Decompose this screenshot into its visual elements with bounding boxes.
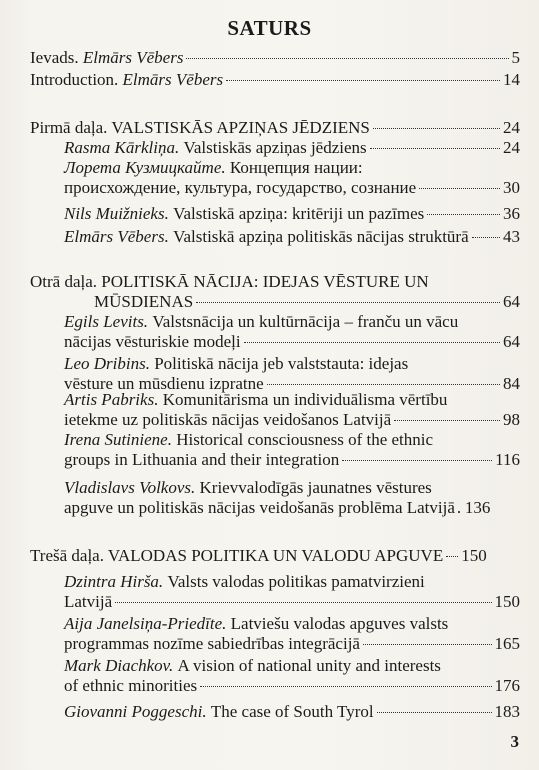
entry-title-cont: of ethnic minorities <box>64 676 198 695</box>
dot-leader <box>186 58 508 59</box>
page-number: 3 <box>510 732 519 751</box>
dot-leader <box>226 80 500 81</box>
part-heading-3 <box>30 546 520 566</box>
entry-author: Aija Janelsiņa-Priedīte. <box>64 614 227 633</box>
page-ref: 24 <box>503 118 520 137</box>
entry-author: Egils Levits. <box>64 312 149 331</box>
dot-leader <box>394 420 500 421</box>
entry-title-cont: groups in Lithuania and their integration <box>64 450 340 469</box>
entry-author: Лорета Кузмицкайте. <box>64 158 226 177</box>
entry-title: Valstsnācija un kultūrnācija – franču un vācu <box>152 312 459 331</box>
entry-title: A vision of national unity and interests <box>177 656 441 675</box>
entry-title: Latviešu valodas apguves valsts <box>230 614 449 633</box>
entry-author: Mark Diachkov. <box>64 656 174 675</box>
page-ref: 183 <box>494 702 520 721</box>
dot-leader <box>200 686 491 687</box>
entry-author: Elmārs Vēbers. <box>64 227 169 246</box>
entry-title-cont: Latvijā <box>64 592 113 611</box>
dot-leader <box>446 556 458 557</box>
dot-leader <box>373 128 500 129</box>
entry-title: Komunitārisma un individuālisma vērtību <box>162 390 448 409</box>
toc-entry <box>64 312 520 352</box>
toc-entry <box>64 138 520 158</box>
part-heading-2 <box>30 272 520 312</box>
toc-entry <box>64 614 520 654</box>
page-ref: 43 <box>503 227 520 246</box>
toc-entry <box>64 158 520 198</box>
dot-leader <box>342 460 492 461</box>
part-heading-text-cont: MŪSDIENAS <box>94 292 194 311</box>
entry-author: Elmārs Vēbers <box>82 48 184 67</box>
toc-entry <box>64 478 520 518</box>
entry-author: Elmārs Vēbers <box>122 70 224 89</box>
entry-title: The case of South Tyrol <box>210 702 374 721</box>
entry-author: Nils Muižnieks. <box>64 204 169 223</box>
entry-title: Концепция нации: <box>229 158 363 177</box>
toc-entry-intro-lv <box>30 48 520 68</box>
entry-title-cont: происхождение, культура, государство, сознание <box>64 178 417 197</box>
page-ref: 84 <box>503 374 520 393</box>
toc-entry <box>64 572 520 612</box>
dot-leader <box>427 214 500 215</box>
page-ref: 64 <box>503 332 520 351</box>
entry-author: Dzintra Hirša. <box>64 572 164 591</box>
entry-title: Valsts valodas politikas pamatvirzieni <box>167 572 425 591</box>
entry-title-cont: vēsture un mūsdienu izpratne <box>64 374 264 393</box>
page-ref: 116 <box>495 450 520 469</box>
dot-leader <box>196 302 500 303</box>
dot-leader <box>377 712 492 713</box>
entry-title: Valstiskā apziņa politiskās nācijas struktūrā <box>173 227 469 246</box>
dot-leader <box>472 237 500 238</box>
page-ref: 24 <box>503 138 520 157</box>
page-ref: 64 <box>503 292 520 311</box>
entry-label: Ievads. <box>30 48 79 67</box>
page-ref: 98 <box>503 410 520 429</box>
toc-entry <box>64 390 520 430</box>
toc-entry <box>64 702 520 722</box>
toc-entry-intro-en <box>30 70 520 90</box>
dot-leader <box>267 384 500 385</box>
entry-author: Giovanni Poggeschi. <box>64 702 207 721</box>
dot-leader <box>370 148 500 149</box>
entry-author: Artis Pabriks. <box>64 390 159 409</box>
entry-author: Leo Dribins. <box>64 354 150 373</box>
page-ref: 136 <box>464 498 491 517</box>
part-heading-text: Pirmā daļa. VALSTISKĀS APZIŅAS JĒDZIENS <box>30 118 370 137</box>
entry-title-cont: ietekme uz politiskās nācijas veidošanos Latvijā <box>64 410 392 429</box>
page-ref: 30 <box>503 178 520 197</box>
toc-entry <box>64 227 520 247</box>
part-heading-text: Otrā daļa. POLITISKĀ NĀCIJA: IDEJAS VĒSTURE UN <box>30 272 429 291</box>
entry-title: Historical consciousness of the ethnic <box>176 430 434 449</box>
dot-leader <box>244 342 500 343</box>
dot-leader <box>115 602 491 603</box>
toc-entry <box>64 656 520 696</box>
page-ref: 14 <box>503 70 520 89</box>
page-ref: 150 <box>461 546 487 565</box>
entry-title-cont: nācijas vēsturiskie modeļi <box>64 332 241 351</box>
entry-title: Krievvalodīgās jaunatnes vēstures <box>199 478 432 497</box>
entry-title-cont: programmas nozīme sabiedrības integrācijā <box>64 634 360 653</box>
entry-title-cont: apguve un politiskās nācijas veidošanās problēma Latvijā <box>64 498 455 517</box>
entry-author: Rasma Kārkliņa. <box>64 138 180 157</box>
part-heading-text: Trešā daļa. VALODAS POLITIKA UN VALODU APGUVE <box>30 546 444 565</box>
toc-entry <box>64 354 520 394</box>
dot-leader <box>363 644 492 645</box>
page-ref: 5 <box>511 48 520 67</box>
entry-label: Introduction. <box>30 70 119 89</box>
page-ref: 36 <box>503 204 520 223</box>
page-ref: 176 <box>494 676 520 695</box>
dot-leader <box>419 188 500 189</box>
page-ref: 150 <box>494 592 520 611</box>
page-title: SATURS <box>227 16 312 40</box>
part-heading-1 <box>30 118 520 138</box>
dot-leader: . <box>456 498 462 517</box>
entry-title: Valstiskā apziņa: kritēriji un pazīmes <box>173 204 425 223</box>
toc-entry <box>64 430 520 470</box>
entry-author: Vladislavs Volkovs. <box>64 478 196 497</box>
toc-entry <box>64 204 520 224</box>
entry-title: Valstiskās apziņas jēdziens <box>183 138 367 157</box>
entry-title: Politiskā nācija jeb valststauta: idejas <box>154 354 409 373</box>
page-ref: 165 <box>494 634 520 653</box>
entry-author: Irena Sutiniene. <box>64 430 172 449</box>
